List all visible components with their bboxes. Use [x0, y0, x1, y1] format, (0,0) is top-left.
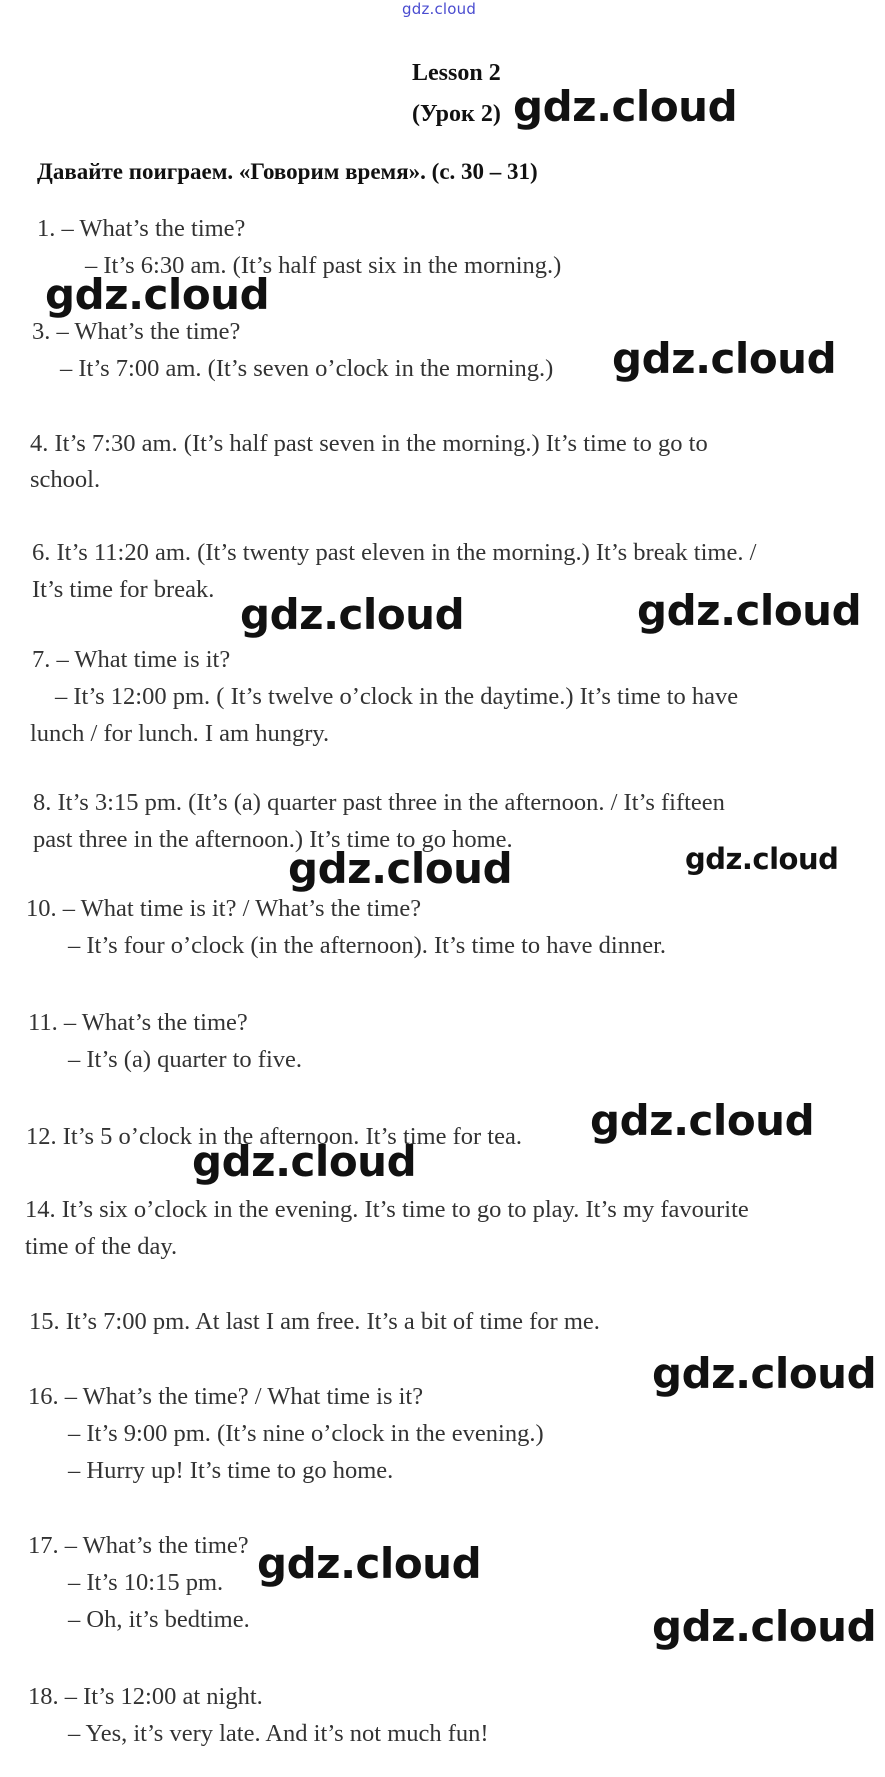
text-line: – It’s four o’clock (in the afternoon). It’s time to have dinner. — [68, 932, 667, 959]
task-title: Давайте поиграем. «Говорим время». (с. 30 – 31) — [37, 159, 538, 184]
text-line: – Hurry up! It’s time to go home. — [68, 1457, 394, 1484]
text-line: past three in the afternoon.) It’s time to go home. — [33, 826, 513, 853]
watermark: gdz.cloud — [513, 82, 738, 131]
text-line: 6. It’s 11:20 am. (It’s twenty past eleven in the morning.) It’s break time. / — [32, 539, 757, 566]
text-line: 8. It’s 3:15 pm. (It’s (a) quarter past three in the afternoon. / It’s fifteen — [33, 789, 725, 816]
text-line: 10. – What time is it? / What’s the time? — [26, 895, 422, 922]
watermark: gdz.cloud — [240, 590, 465, 639]
text-line: – It’s 9:00 pm. (It’s nine o’clock in the evening.) — [68, 1420, 544, 1447]
watermark: gdz.cloud — [45, 270, 270, 319]
text-line: 3. – What’s the time? — [32, 318, 241, 345]
text-line: – It’s 10:15 pm. — [68, 1569, 224, 1596]
watermark: gdz.cloud — [637, 586, 862, 635]
text-line: – It’s 7:00 am. (It’s seven o’clock in the morning.) — [60, 355, 554, 382]
text-line: 12. It’s 5 o’clock in the afternoon. It’s time for tea. — [26, 1123, 522, 1150]
watermark: gdz.cloud — [590, 1096, 815, 1145]
text-line: 15. It’s 7:00 pm. At last I am free. It’s a bit of time for me. — [29, 1308, 600, 1335]
watermark: gdz.cloud — [652, 1602, 877, 1651]
text-line: – It’s 6:30 am. (It’s half past six in the morning.) — [85, 252, 562, 279]
watermark: gdz.cloud — [652, 1349, 877, 1398]
text-line: 7. – What time is it? — [32, 646, 231, 673]
watermark: gdz.cloud — [612, 334, 837, 383]
text-line: school. — [30, 466, 101, 493]
site-label[interactable]: gdz.cloud — [402, 0, 477, 18]
text-line: 4. It’s 7:30 am. (It’s half past seven in the morning.) It’s time to go to — [30, 430, 708, 457]
text-line: 16. – What’s the time? / What time is it? — [28, 1383, 424, 1410]
text-line: 14. It’s six o’clock in the evening. It’s time to go to play. It’s my favourite — [25, 1196, 749, 1223]
text-line: 18. – It’s 12:00 at night. — [28, 1683, 263, 1710]
watermark: gdz.cloud — [257, 1539, 482, 1588]
watermark: gdz.cloud — [288, 844, 513, 893]
watermark: gdz.cloud — [192, 1137, 417, 1186]
text-line: lunch / for lunch. I am hungry. — [30, 720, 330, 747]
lesson-title: Lesson 2 — [412, 60, 501, 86]
lesson-subtitle: (Урок 2) — [412, 101, 501, 127]
watermark: gdz.cloud — [685, 842, 839, 876]
text-line: 1. – What’s the time? — [37, 215, 246, 242]
text-line: – Oh, it’s bedtime. — [68, 1606, 250, 1633]
text-line: time of the day. — [25, 1233, 178, 1260]
text-line: 17. – What’s the time? — [28, 1532, 249, 1559]
text-line: – Yes, it’s very late. And it’s not much fun! — [68, 1720, 489, 1747]
text-line: – It’s (a) quarter to five. — [68, 1046, 303, 1073]
text-line: 11. – What’s the time? — [28, 1009, 248, 1036]
text-line: It’s time for break. — [32, 576, 215, 603]
text-line: – It’s 12:00 pm. ( It’s twelve o’clock in the daytime.) It’s time to have — [55, 683, 739, 710]
